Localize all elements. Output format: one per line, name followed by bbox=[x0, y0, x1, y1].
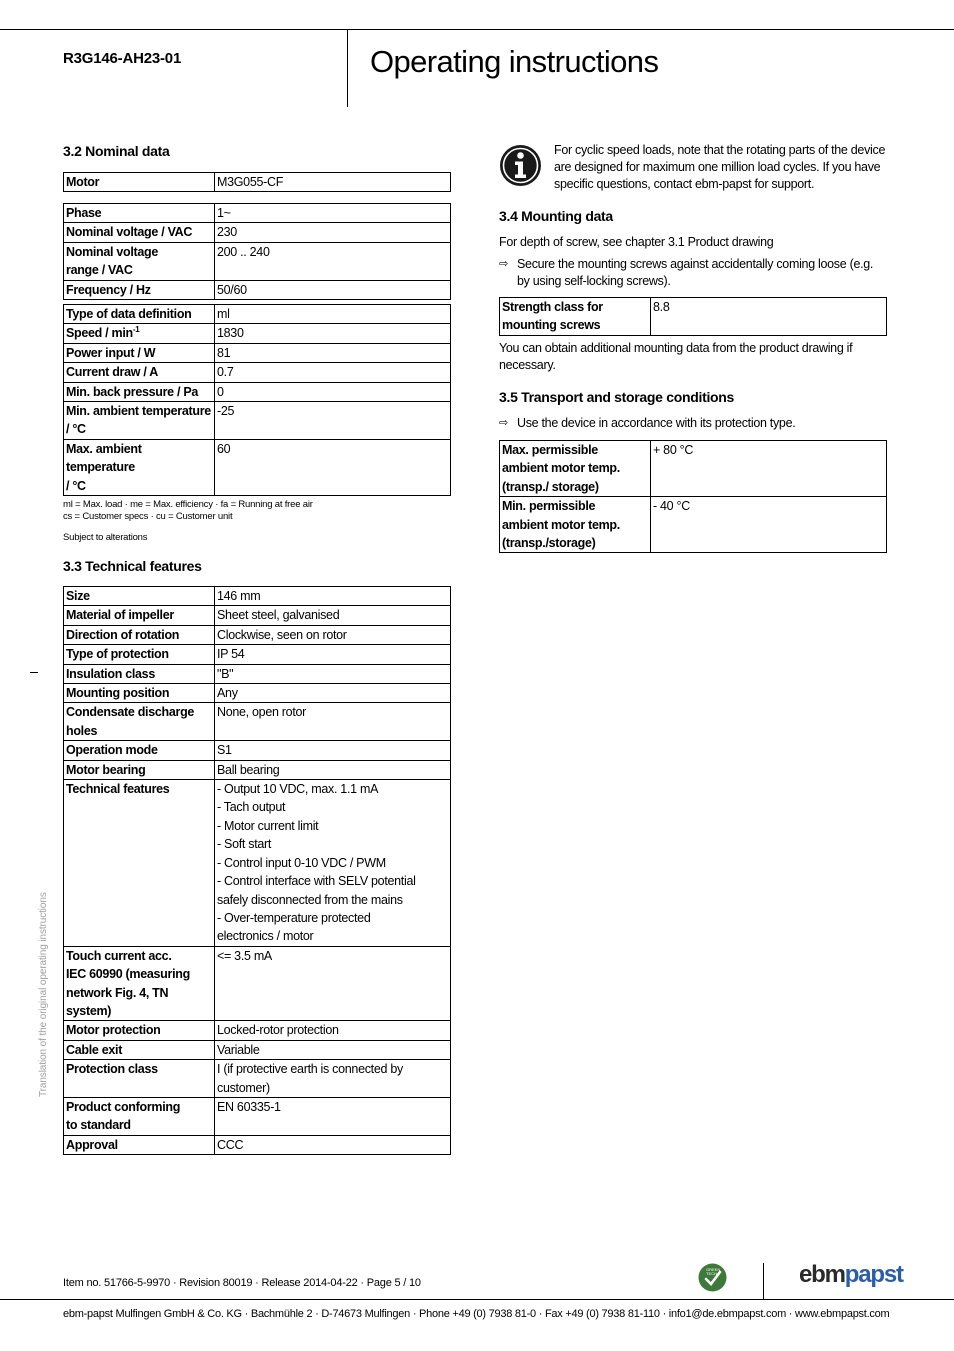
section-heading-mounting: 3.4 Mounting data bbox=[499, 208, 613, 224]
row-key: Speed / $\min^{-1}$ bbox=[64, 324, 215, 343]
table-row bbox=[500, 298, 887, 336]
row-value: <= 3.5 mA bbox=[215, 946, 451, 1021]
model-number: R3G146-AH23-01 bbox=[63, 50, 182, 67]
legend-note: ml = Max. load · me = Max. efficiency · fa = Running at free air cs = Customer specs · cu = Customer unit bbox=[63, 499, 313, 522]
table-row bbox=[64, 587, 451, 606]
row-value: I (if protective earth is connected by customer) bbox=[215, 1060, 451, 1098]
row-key: Cable exit bbox=[64, 1040, 215, 1059]
section-heading-technical: 3.3 Technical features bbox=[63, 558, 202, 574]
row-key: Min. permissible ambient motor temp. (transp./storage) bbox=[500, 497, 651, 553]
row-value: 146 mm bbox=[215, 587, 451, 606]
row-value: 81 bbox=[215, 343, 451, 362]
table-row bbox=[64, 1097, 451, 1135]
row-key: Technical features bbox=[64, 780, 215, 947]
table-row bbox=[64, 606, 451, 625]
row-value: 60 bbox=[215, 439, 451, 495]
footer-company-info: ebm-papst Mulfingen GmbH & Co. KG · Bachmühle 2 · D-74673 Mulfingen · Phone +49 (0) 7938 81-0 · Fax +49 (0) 7938 81-110 · info1@de.ebmpapst.com · www.ebmpapst.com bbox=[63, 1308, 890, 1320]
row-value: "B" bbox=[215, 664, 451, 683]
row-key: Phase bbox=[64, 204, 215, 223]
mounting-intro: For depth of screw, see chapter 3.1 Product drawing bbox=[499, 235, 774, 249]
row-key: Min. ambient temperature / °C bbox=[64, 402, 215, 440]
row-value: ml bbox=[215, 305, 451, 324]
arrow-right-icon: ⇨ bbox=[499, 258, 508, 270]
table-row bbox=[64, 324, 451, 343]
row-key: Nominal voltage / VAC bbox=[64, 223, 215, 242]
electrical-table bbox=[63, 203, 451, 300]
row-value: S1 bbox=[215, 741, 451, 760]
table-row bbox=[64, 645, 451, 664]
row-value: IP 54 bbox=[215, 645, 451, 664]
mounting-bullet: ⇨ Secure the mounting screws against accidentally coming loose (e.g. by using self-locking screws). bbox=[499, 257, 874, 288]
row-value: 230 bbox=[215, 223, 451, 242]
svg-text:GREEN: GREEN bbox=[706, 1267, 721, 1272]
table-row bbox=[64, 664, 451, 683]
table-row bbox=[64, 780, 451, 947]
row-key: Strength class for mounting screws bbox=[500, 298, 651, 336]
table-row bbox=[64, 1135, 451, 1154]
table-row bbox=[64, 1060, 451, 1098]
row-key: Frequency / Hz bbox=[64, 280, 215, 299]
table-row bbox=[500, 441, 887, 497]
footer-rule bbox=[0, 1299, 954, 1300]
table-row bbox=[64, 760, 451, 779]
row-key: Type of data definition bbox=[64, 305, 215, 324]
technical-table bbox=[63, 586, 451, 1155]
row-key: Direction of rotation bbox=[64, 625, 215, 644]
table-row bbox=[64, 625, 451, 644]
row-key: Mounting position bbox=[64, 684, 215, 703]
header-top-rule bbox=[0, 29, 954, 30]
transport-table bbox=[499, 440, 887, 553]
row-value: EN 60335-1 bbox=[215, 1097, 451, 1135]
row-key: Nominal voltage range / VAC bbox=[64, 242, 215, 280]
table-row bbox=[64, 204, 451, 223]
row-value: Any bbox=[215, 684, 451, 703]
row-value: Variable bbox=[215, 1040, 451, 1059]
row-key: Touch current acc. IEC 60990 (measuring network Fig. 4, TN system) bbox=[64, 946, 215, 1021]
ebmpapst-logo: ebmpapst bbox=[799, 1261, 903, 1288]
section-heading-transport: 3.5 Transport and storage conditions bbox=[499, 389, 735, 405]
row-key: Insulation class bbox=[64, 664, 215, 683]
row-value: Sheet steel, galvanised bbox=[215, 606, 451, 625]
row-value: M3G055-CF bbox=[215, 173, 451, 192]
svg-text:TECH: TECH bbox=[706, 1271, 717, 1276]
row-key: Material of impeller bbox=[64, 606, 215, 625]
arrow-right-icon: ⇨ bbox=[499, 417, 508, 429]
page-title: Operating instructions bbox=[370, 44, 659, 79]
row-value: - 40 °C bbox=[651, 497, 887, 553]
row-value: 0.7 bbox=[215, 363, 451, 382]
section-heading-nominal: 3.2 Nominal data bbox=[63, 143, 170, 159]
row-value: Clockwise, seen on rotor bbox=[215, 625, 451, 644]
row-value: None, open rotor bbox=[215, 703, 451, 741]
row-value: + 80 °C bbox=[651, 441, 887, 497]
logo-divider bbox=[763, 1263, 764, 1300]
table-row bbox=[64, 402, 451, 440]
row-value: 1~ bbox=[215, 204, 451, 223]
row-value: 1830 bbox=[215, 324, 451, 343]
table-row bbox=[500, 497, 887, 553]
table-row bbox=[64, 703, 451, 741]
row-key: Size bbox=[64, 587, 215, 606]
header-divider bbox=[347, 29, 348, 107]
row-value: CCC bbox=[215, 1135, 451, 1154]
table-row bbox=[64, 946, 451, 1021]
info-icon bbox=[499, 144, 542, 187]
row-key: Min. back pressure / Pa bbox=[64, 382, 215, 401]
table-row bbox=[64, 382, 451, 401]
row-key: Motor bearing bbox=[64, 760, 215, 779]
row-key: Current draw / A bbox=[64, 363, 215, 382]
table-row bbox=[64, 280, 451, 299]
row-value: 200 .. 240 bbox=[215, 242, 451, 280]
side-caption: Translation of the original operating instructions bbox=[38, 892, 49, 1097]
row-key: Max. permissible ambient motor temp. (transp./ storage) bbox=[500, 441, 651, 497]
transport-bullet: ⇨ Use the device in accordance with its protection type. bbox=[499, 416, 796, 430]
info-text: For cyclic speed loads, note that the rotating parts of the device are designed for maximum one million load cycles. If you have specific questions, contact ebm-papst for support. bbox=[554, 143, 886, 191]
table-row bbox=[64, 439, 451, 495]
row-value: Locked-rotor protection bbox=[215, 1021, 451, 1040]
mounting-after: You can obtain additional mounting data from the product drawing if necessary. bbox=[499, 341, 853, 372]
row-value: 50/60 bbox=[215, 280, 451, 299]
table-row bbox=[64, 1040, 451, 1059]
row-value: Ball bearing bbox=[215, 760, 451, 779]
mounting-table bbox=[499, 297, 887, 336]
table-row bbox=[64, 684, 451, 703]
row-value: - Output 10 VDC, max. 1.1 mA - Tach output - Motor current limit - Soft start - Control input 0-10 VDC / PWM - Control interface with SELV potential safely disconnected from the mains - Over-temperature protected electronics / motor bbox=[215, 780, 451, 947]
footer-item-info: Item no. 51766-5-9970 · Revision 80019 · Release 2014-04-22 · Page 5 / 10 bbox=[63, 1277, 421, 1289]
row-key: Approval bbox=[64, 1135, 215, 1154]
table-row bbox=[64, 1021, 451, 1040]
row-key: Motor protection bbox=[64, 1021, 215, 1040]
table-row bbox=[64, 242, 451, 280]
table-row bbox=[64, 173, 451, 192]
table-row bbox=[64, 741, 451, 760]
row-key: Operation mode bbox=[64, 741, 215, 760]
row-value: 8.8 bbox=[651, 298, 887, 336]
row-key: Type of protection bbox=[64, 645, 215, 664]
row-key: Product conforming to standard bbox=[64, 1097, 215, 1135]
subject-note: Subject to alterations bbox=[63, 532, 148, 543]
motor-table bbox=[63, 172, 451, 192]
performance-table bbox=[63, 304, 451, 496]
table-row bbox=[64, 305, 451, 324]
row-value: -25 bbox=[215, 402, 451, 440]
greentech-logo bbox=[698, 1263, 727, 1292]
row-value: 0 bbox=[215, 382, 451, 401]
row-key: Power input / W bbox=[64, 343, 215, 362]
row-key: Max. ambient temperature / °C bbox=[64, 439, 215, 495]
row-key: Condensate discharge holes bbox=[64, 703, 215, 741]
margin-tick bbox=[30, 672, 38, 673]
table-row bbox=[64, 343, 451, 362]
table-row bbox=[64, 223, 451, 242]
table-row bbox=[64, 363, 451, 382]
row-key: Protection class bbox=[64, 1060, 215, 1098]
row-key: Motor bbox=[64, 173, 215, 192]
